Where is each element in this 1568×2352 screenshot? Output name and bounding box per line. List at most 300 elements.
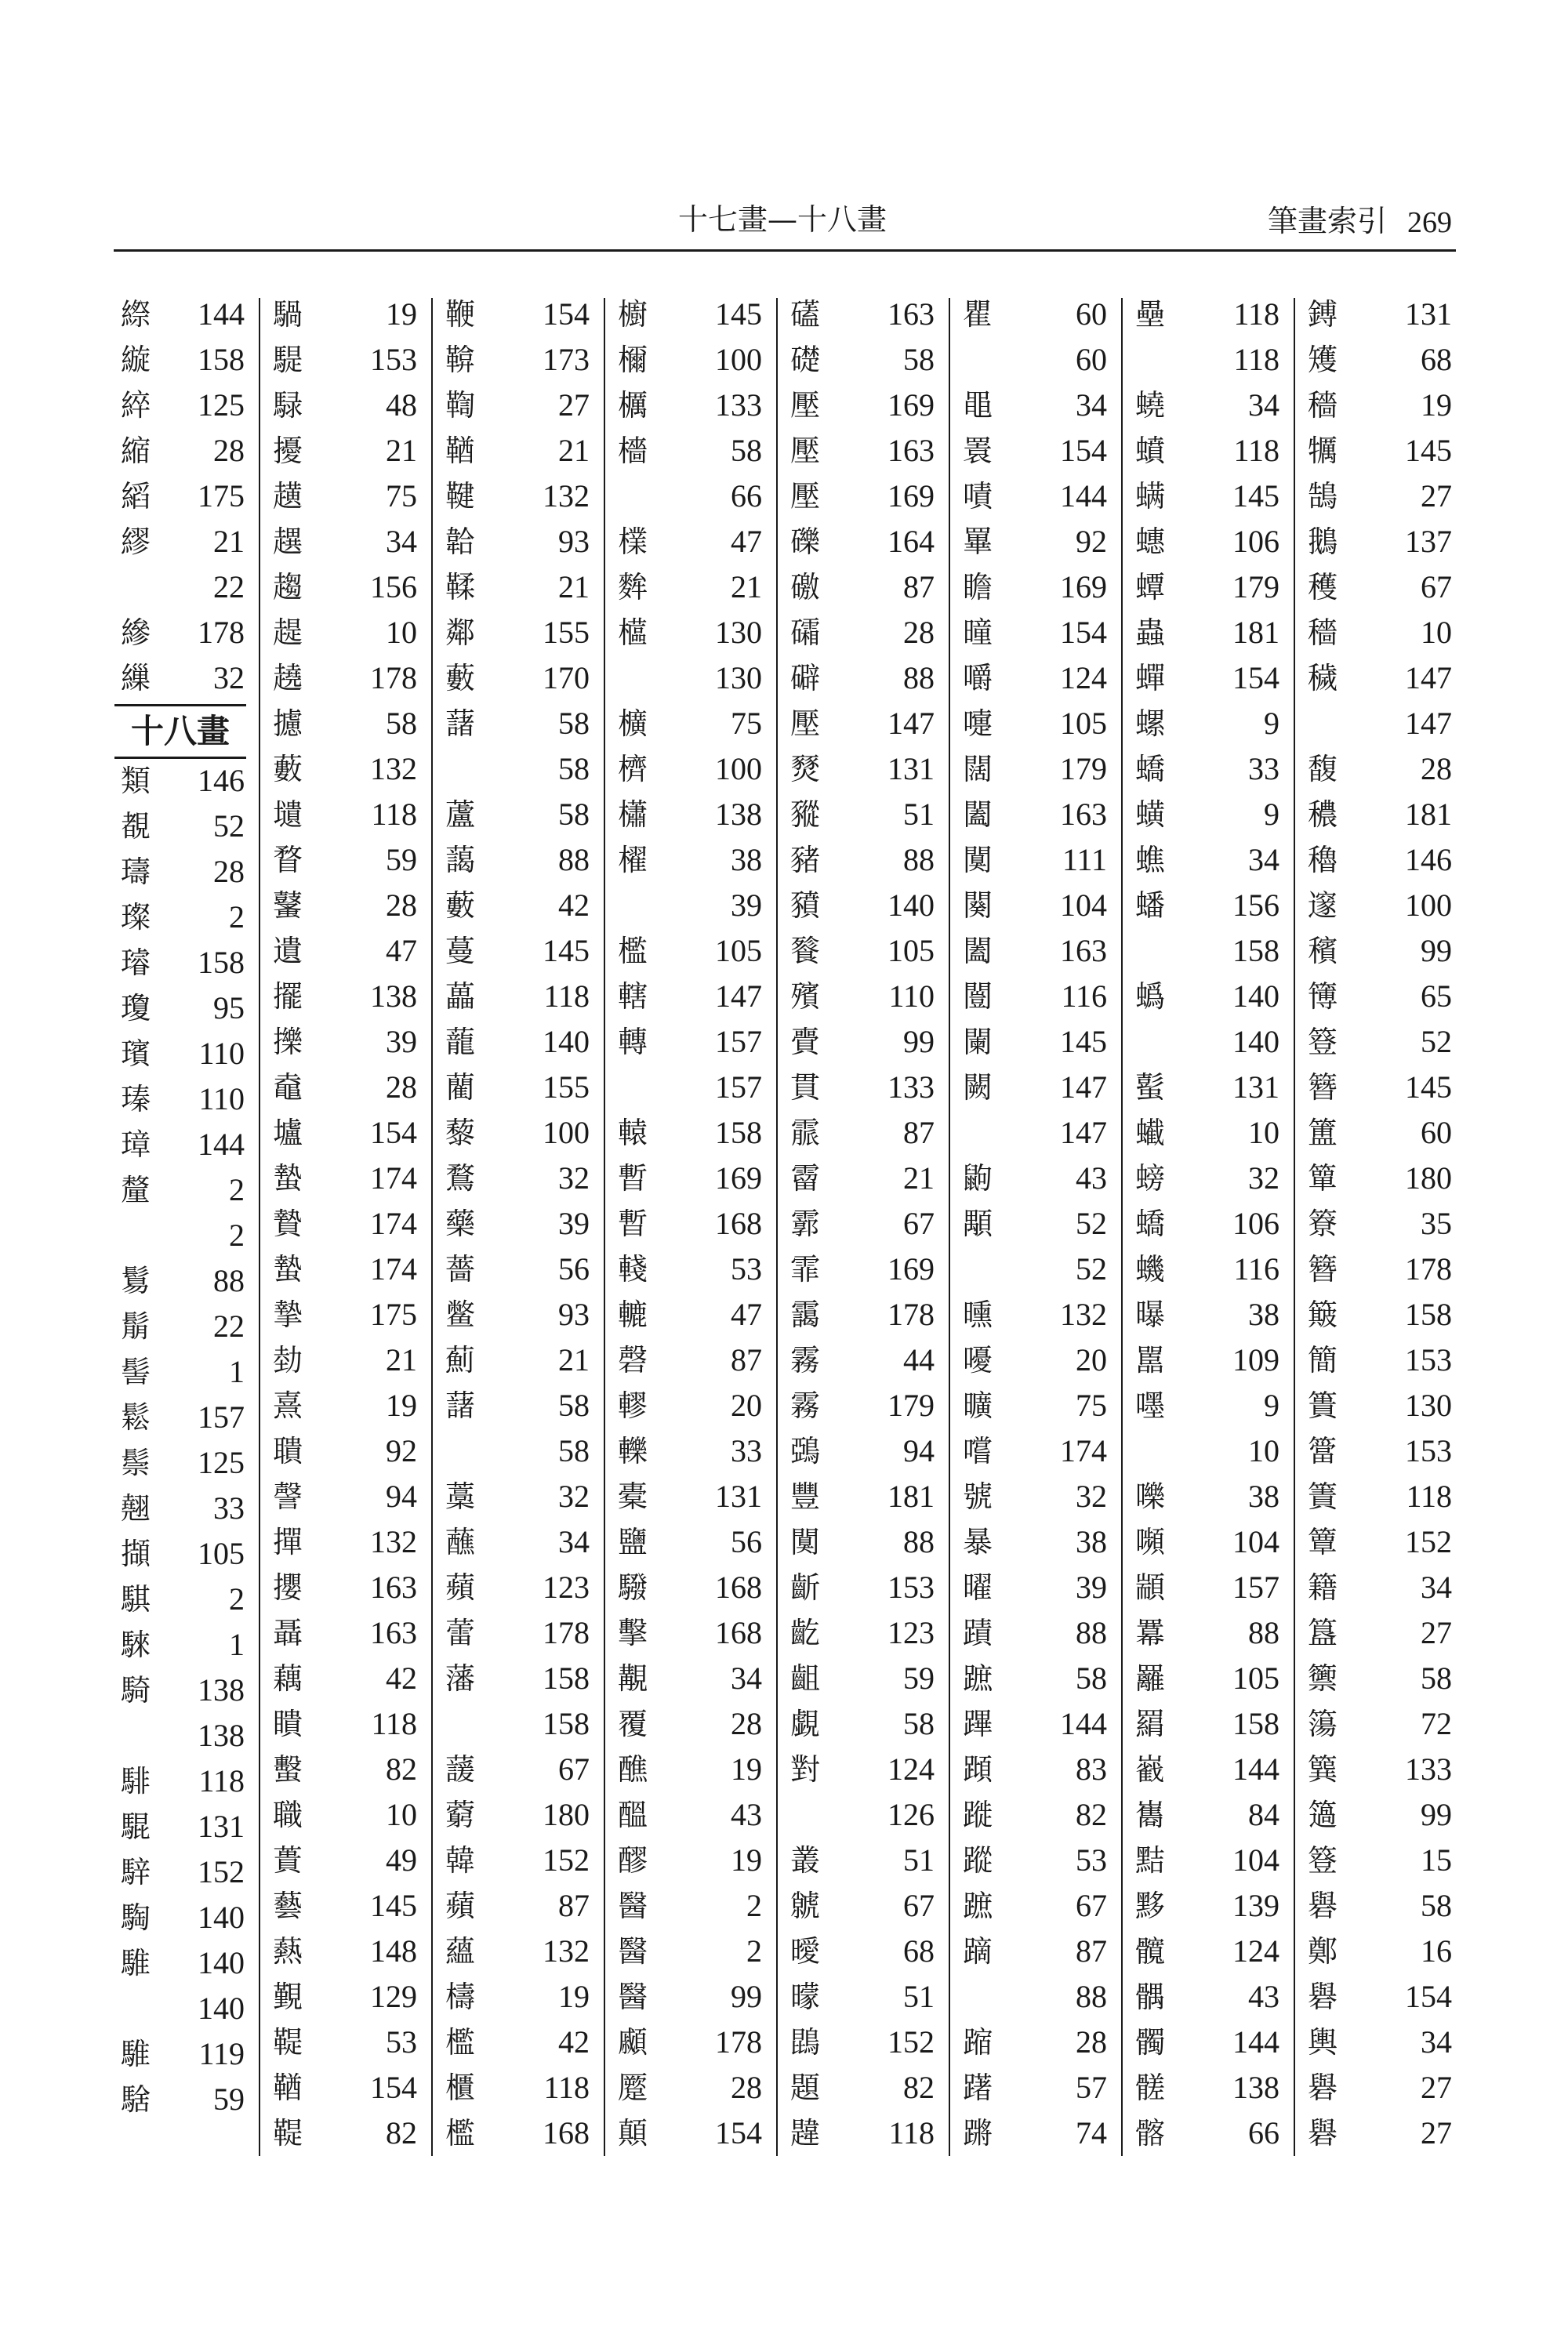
entry-character: 齟 [789,1661,820,1696]
index-entry [268,837,417,883]
entry-character: 蟲 [1134,615,1165,650]
index-entry [268,1883,417,1929]
index-entry [1131,2020,1279,2065]
entry-page-ref: 58 [558,1388,590,1423]
entry-page-ref: 34 [1421,1570,1452,1605]
entry-character: 瓊 [120,990,151,1025]
entry-character: 罼 [962,524,993,559]
entry-character: 蟡 [1134,979,1165,1014]
entry-character: 霏 [789,1252,820,1287]
index-entry [1131,2111,1279,2156]
entry-page-ref: 147 [1405,706,1452,741]
entry-character: 虩 [789,1889,820,1923]
entry-page-ref: 145 [1060,1024,1107,1059]
entry-page-ref: 148 [370,1933,417,1969]
entry-page-ref: 131 [1405,296,1452,332]
index-entry [268,974,417,1019]
entry-character: 櫃 [445,2071,475,2105]
entry-page-ref: 75 [386,478,417,514]
entry-character: 霧 [789,1388,820,1423]
entry-character [786,1792,825,1838]
entry-character: 曖 [789,1934,820,1969]
index-entry [1303,1610,1452,1656]
index-entry [1303,1656,1452,1701]
entry-character: 簪 [1307,1070,1338,1105]
index-entry [786,1656,935,1701]
index-entry [116,1122,245,1167]
entry-page-ref: 169 [887,1251,935,1287]
index-entry [786,655,935,701]
entry-character: 螃 [1134,1161,1165,1196]
entry-page-ref: 154 [715,2115,762,2151]
entry-page-ref: 27 [1421,2115,1452,2151]
index-entry [786,1474,935,1519]
entry-page-ref: 116 [1061,978,1107,1014]
index-entry [441,1747,590,1792]
entry-page-ref: 39 [558,1206,590,1241]
entry-page-ref: 52 [213,808,245,844]
entry-page-ref: 118 [888,2115,935,2151]
index-entry [786,2111,935,2156]
index-entry [116,758,245,804]
entry-character [441,1428,480,1474]
entry-page-ref: 178 [715,2024,762,2060]
entry-character: 藁 [445,1479,475,1514]
index-entry [1131,1338,1279,1383]
entry-character: 礎 [789,343,820,377]
entry-page-ref: 132 [370,751,417,786]
entry-character: 騑 [120,1763,151,1798]
entry-character: 櫥 [617,297,648,332]
entry-character: 櫙 [617,615,648,650]
entry-page-ref: 109 [1232,1342,1279,1377]
entry-character: 驋 [617,1570,648,1605]
entry-page-ref: 110 [198,1035,245,1071]
entry-page-ref: 105 [1232,1661,1279,1696]
entry-character: 簠 [1307,1116,1338,1150]
index-entry [958,383,1107,428]
index-entry [1131,1383,1279,1428]
entry-character: 鄰 [445,615,475,650]
index-entry [786,1883,935,1929]
entry-character: 勎 [272,1343,303,1377]
entry-character: 顓 [1134,1570,1165,1605]
entry-character: 暫 [617,1161,648,1196]
entry-character: 鬃 [120,1445,151,1480]
entry-character: 鬅 [120,1308,151,1344]
index-entry [786,383,935,428]
entry-page-ref: 178 [370,660,417,695]
entry-page-ref: 19 [558,1979,590,2014]
entry-page-ref: 154 [1060,615,1107,650]
index-entry [958,337,1107,383]
entry-character: 鳖 [445,1298,475,1332]
entry-page-ref: 158 [715,1115,762,1150]
index-entry [1131,1838,1279,1883]
entry-page-ref: 144 [1232,2024,1279,2060]
index-entry [1303,1110,1452,1156]
entry-character [613,474,652,519]
entry-page-ref: 163 [370,1570,417,1605]
entry-character: 綷 [120,388,151,423]
index-entry [268,1519,417,1565]
index-entry [613,2020,762,2065]
entry-character: 類 [120,763,151,798]
stroke-range-title: 十七畫—十八畫 [678,202,887,237]
entry-character: 籍 [1307,1570,1338,1605]
index-entry [786,746,935,792]
entry-page-ref: 21 [558,1342,590,1377]
index-entry [958,428,1107,474]
index-entry [268,1656,417,1701]
index-entry [1303,1383,1452,1428]
entry-page-ref: 28 [213,853,245,889]
entry-character: 鞧 [445,434,475,468]
index-entry [958,1247,1107,1292]
index-entry [786,519,935,564]
index-entry [613,837,762,883]
entry-character: 釐 [120,1172,151,1207]
entry-character: 櫹 [617,797,648,832]
index-entry [613,1929,762,1974]
index-entry [268,1383,417,1428]
entry-character: 騇 [120,2082,151,2117]
index-entry [958,1838,1107,1883]
entry-character: 叢 [789,1843,820,1878]
index-entry [613,610,762,655]
index-entry [268,428,417,474]
entry-character: 壚 [272,1116,303,1150]
entry-character: 壘 [1134,297,1165,332]
entry-character: 蟯 [1134,388,1165,423]
entry-page-ref: 154 [370,1115,417,1150]
entry-character: 邃 [1307,888,1338,923]
index-entry [613,292,762,337]
index-entry [441,1474,590,1519]
entry-page-ref: 19 [386,1388,417,1423]
index-entry [1303,474,1452,519]
entry-page-ref: 157 [198,1399,245,1435]
index-entry [613,792,762,837]
entry-page-ref: 21 [903,1160,935,1196]
entry-character: 羂 [1134,1707,1165,1741]
entry-character: 鼀 [272,1070,303,1105]
entry-page-ref: 27 [558,387,590,423]
entry-character: 職 [272,1798,303,1832]
entry-character: 蟄 [272,1252,303,1287]
index-entry [786,1519,935,1565]
index-entry [268,2111,417,2156]
entry-character: 闊 [962,752,993,786]
entry-character: 嚜 [1134,1388,1165,1423]
entry-character: 醫 [617,1934,648,1969]
entry-page-ref: 144 [1060,478,1107,514]
entry-character: 攄 [272,706,303,741]
index-entry [441,883,590,928]
entry-page-ref: 147 [1060,1115,1107,1150]
entry-character: 壝 [272,797,303,832]
index-entry [268,655,417,701]
entry-page-ref: 138 [370,978,417,1014]
entry-page-ref: 129 [370,1979,417,2014]
entry-page-ref: 147 [715,978,762,1014]
index-entry [786,928,935,974]
entry-character: 螨 [1134,479,1165,514]
entry-character: 簹 [1307,1434,1338,1468]
entry-character: 鼩 [962,1161,993,1196]
entry-character: 簦 [1307,1025,1338,1059]
entry-page-ref: 174 [370,1160,417,1196]
entry-character: 蠘 [1134,1116,1165,1150]
index-entry [1303,928,1452,974]
entry-page-ref: 20 [1076,1342,1107,1377]
entry-character: 簻 [1307,1798,1338,1832]
entry-character: 闓 [962,979,993,1014]
entry-page-ref: 88 [213,1262,245,1298]
entry-character: 巂 [1134,1798,1165,1832]
entry-page-ref: 158 [543,1661,590,1696]
entry-character: 殯 [789,979,820,1014]
entry-page-ref: 19 [731,1751,762,1787]
entry-page-ref: 82 [386,2115,417,2151]
entry-page-ref: 168 [715,1206,762,1241]
entry-page-ref: 87 [1076,1933,1107,1969]
entry-page-ref: 42 [386,1661,417,1696]
entry-page-ref: 87 [731,1342,762,1377]
entry-page-ref: 158 [198,944,245,980]
entry-page-ref: 9 [1264,1388,1279,1423]
entry-page-ref: 51 [903,1979,935,2014]
index-entry [786,1065,935,1110]
index-label: 筆畫索引 [1268,204,1388,238]
entry-page-ref: 43 [1076,1160,1107,1196]
index-entry [116,1395,245,1440]
entry-character: 蹠 [962,1889,993,1923]
entry-page-ref: 27 [1421,478,1452,514]
entry-page-ref: 119 [198,2035,245,2071]
index-entry [613,1656,762,1701]
entry-character: 聵 [272,1434,303,1468]
entry-page-ref: 88 [558,842,590,877]
entry-character: 蟥 [1134,797,1165,832]
index-entry [786,2020,935,2065]
entry-character: 轆 [617,1298,648,1332]
index-entry [1131,928,1279,974]
entry-character: 穫 [1307,570,1338,604]
index-entry [786,1110,935,1156]
entry-page-ref: 34 [1076,387,1107,423]
entry-character: 爇 [272,1934,303,1969]
index-entry [268,1338,417,1383]
entry-page-ref: 82 [903,2070,935,2105]
entry-character: 縩 [120,297,151,332]
entry-page-ref: 93 [558,524,590,559]
entry-page-ref: 83 [1076,1751,1107,1787]
index-entry [1131,1701,1279,1747]
column-divider [949,298,950,2156]
index-entry [116,940,245,985]
index-entry [1303,1019,1452,1065]
entry-page-ref: 2 [229,898,245,935]
entry-page-ref: 145 [370,1888,417,1923]
entry-page-ref: 131 [887,751,935,786]
entry-page-ref: 99 [1421,1797,1452,1832]
entry-page-ref: 118 [371,1706,417,1741]
entry-character: 覷 [789,1707,820,1741]
index-entry [441,974,590,1019]
entry-page-ref: 21 [386,433,417,468]
entry-page-ref: 163 [1060,797,1107,832]
index-entry [1303,792,1452,837]
entry-page-ref: 59 [903,1661,935,1696]
index-entry [786,837,935,883]
index-entry [268,1019,417,1065]
entry-character: 礜 [1307,1980,1338,2014]
entry-page-ref: 126 [887,1797,935,1832]
entry-page-ref: 58 [903,1706,935,1741]
entry-page-ref: 133 [887,1069,935,1105]
index-entry [1303,2111,1452,2156]
entry-page-ref: 118 [1233,296,1279,332]
entry-page-ref: 152 [198,1853,245,1889]
entry-page-ref: 43 [1248,1979,1279,2014]
entry-page-ref: 53 [731,1251,762,1287]
entry-character: 騧 [272,297,303,332]
index-entry [1303,519,1452,564]
entry-page-ref: 87 [903,1115,935,1150]
index-entry [441,1656,590,1701]
index-entry [786,1701,935,1747]
entry-page-ref: 156 [1232,887,1279,923]
entry-page-ref: 106 [1232,524,1279,559]
entry-character: 繆 [120,524,151,559]
entry-page-ref: 33 [731,1433,762,1468]
index-entry [268,701,417,746]
entry-character: 擽 [272,1025,303,1059]
entry-page-ref: 88 [903,842,935,877]
index-entry [441,292,590,337]
entry-page-ref: 66 [1248,2115,1279,2151]
entry-character: 鵾 [789,2025,820,2060]
entry-character: 豵 [789,797,820,832]
entry-character: 熹 [272,1388,303,1423]
entry-character: 薔 [445,1252,475,1287]
index-entry [441,746,590,792]
index-entry [116,1076,245,1122]
index-entry [786,2065,935,2111]
index-entry [268,1247,417,1292]
entry-page-ref: 106 [1232,1206,1279,1241]
index-entry [958,746,1107,792]
entry-page-ref: 34 [558,1524,590,1559]
entry-character: 簪 [1307,1252,1338,1287]
index-entry [116,1668,245,1713]
entry-page-ref: 28 [731,1706,762,1741]
entry-page-ref: 95 [213,989,245,1025]
entry-page-ref: 157 [1232,1570,1279,1605]
index-entry [613,1610,762,1656]
index-entry [1303,1929,1452,1974]
entry-character [958,1247,997,1292]
entry-character: 蟠 [1134,888,1165,923]
entry-character: 醮 [617,1752,648,1787]
entry-character: 櫅 [617,752,648,786]
entry-character [441,746,480,792]
index-entry [441,383,590,428]
entry-character: 闋 [962,888,993,923]
index-entry [268,292,417,337]
index-entry [441,1792,590,1838]
index-entry [1303,1974,1452,2020]
entry-page-ref: 88 [1248,1615,1279,1650]
entry-page-ref: 53 [386,2024,417,2060]
entry-page-ref: 133 [1405,1751,1452,1787]
entry-character: 藷 [445,1388,475,1423]
entry-page-ref: 87 [558,1888,590,1923]
index-entry [958,610,1107,655]
index-entry [1131,1247,1279,1292]
entry-character: 醫 [617,1980,648,2014]
entry-character: 騎 [120,1672,151,1708]
entry-character: 擾 [272,434,303,468]
index-entry [1303,610,1452,655]
index-entry [958,1474,1107,1519]
entry-character: 矱 [1307,343,1338,377]
index-entry [786,1019,935,1065]
index-entry [958,1065,1107,1110]
entry-character: 鞥 [445,343,475,377]
index-entry [268,564,417,610]
index-entry [1303,1883,1452,1929]
index-entry [786,1792,935,1838]
entry-character: 蟄 [272,1161,303,1196]
entry-character [116,1713,155,1759]
entry-page-ref: 32 [558,1479,590,1514]
entry-character: 嚼 [962,661,993,695]
entry-page-ref: 34 [1421,2024,1452,2060]
entry-page-ref: 173 [543,342,590,377]
entry-page-ref: 58 [1421,1661,1452,1696]
entry-character: 壓 [789,479,820,514]
index-entry [613,1883,762,1929]
entry-page-ref: 67 [558,1751,590,1787]
index-entry [441,928,590,974]
entry-page-ref: 158 [1405,1297,1452,1332]
entry-page-ref: 147 [1060,1069,1107,1105]
entry-page-ref: 15 [1421,1842,1452,1878]
entry-character: 擷 [120,1536,151,1571]
entry-character: 騉 [120,1809,151,1844]
entry-character: 黟 [1134,1889,1165,1923]
entry-character: 躇 [962,2071,993,2105]
index-entry [268,1110,417,1156]
index-entry [958,1565,1107,1610]
index-entry [1131,1792,1279,1838]
index-entry [268,1974,417,2020]
index-entry [441,1201,590,1247]
entry-character: 蘸 [445,1525,475,1559]
entry-character: 醪 [617,1843,648,1878]
entry-page-ref: 68 [1421,342,1452,377]
index-entry [116,895,245,940]
entry-character: 聶 [272,1616,303,1650]
entry-page-ref: 51 [903,797,935,832]
entry-character: 礜 [1307,2116,1338,2151]
entry-character: 燹 [789,752,820,786]
entry-page-ref: 147 [1405,660,1452,695]
entry-page-ref: 124 [1060,660,1107,695]
entry-character: 檮 [445,1980,475,2014]
